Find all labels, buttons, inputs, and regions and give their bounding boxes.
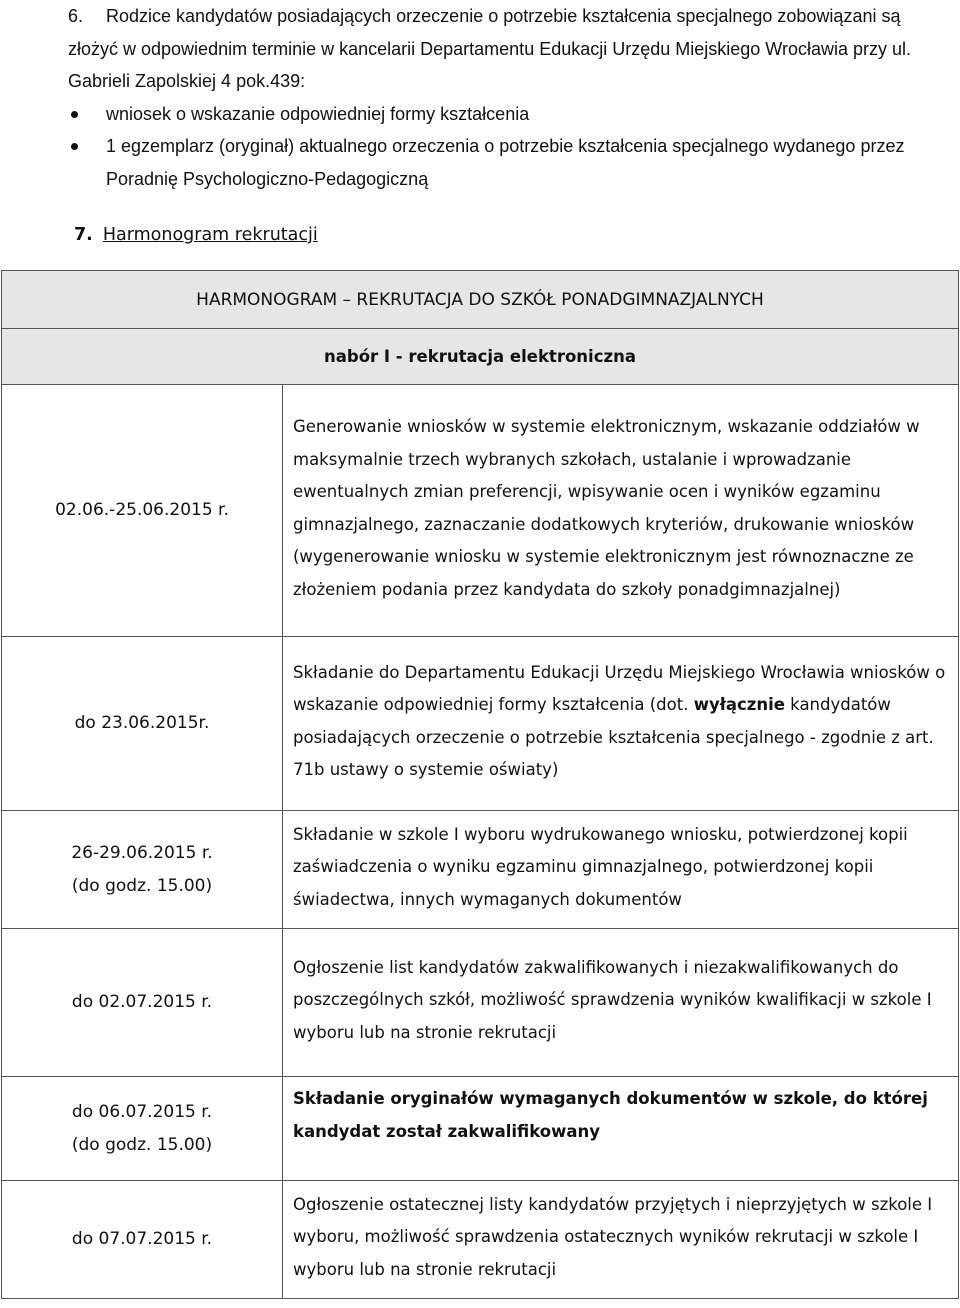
date-cell (2, 637, 283, 811)
date-cell (2, 1181, 283, 1299)
description-bold-text: wyłącznie (693, 695, 785, 714)
schedule-table (1, 270, 959, 1299)
description-text-continued: kandydatów posiadających orzeczenie o potrzebie kształcenia specjalnego - zgodnie z art. 71b ustawy o systemie oświaty) (293, 695, 934, 779)
requirements-list (68, 98, 928, 196)
description-cell (283, 1077, 959, 1181)
table-row (2, 811, 959, 929)
description-cell (283, 929, 959, 1077)
date-text: do 06.07.2015 r. (71, 1102, 213, 1123)
list-item (68, 130, 928, 195)
table-row (2, 385, 959, 637)
date-text: 02.06.-25.06.2015 r. (55, 500, 229, 521)
description-cell (283, 385, 959, 637)
section-heading (74, 225, 318, 245)
time-note: (do godz. 15.00) (71, 1134, 213, 1155)
intro-paragraph-text: Rodzice kandydatów posiadających orzeczenie o potrzebie kształcenia specjalnego zobowiązani są złożyć w odpowiednim terminie w kancelarii Departamentu Edukacji Urzędu Miejskiego Wrocławia przy ul. Gabrieli Zapolskiej 4 pok.439: (68, 6, 912, 91)
date-text: do 07.07.2015 r. (71, 1229, 213, 1250)
section-number: 7. (74, 225, 93, 245)
table-header: HARMONOGRAM – REKRUTACJA DO SZKÓŁ PONADGIMNAZJALNYCH (2, 271, 959, 329)
table-subheader-row (2, 329, 959, 385)
description-text: Składanie do Departamentu Edukacji Urzędu Miejskiego Wrocławia wniosków o wskazanie odpowiedniej formy kształcenia (dot. (293, 662, 946, 714)
date-cell (2, 385, 283, 637)
item-number: 6. (68, 6, 84, 26)
date-text: do 02.07.2015 r. (71, 992, 213, 1013)
bullet-icon (71, 143, 78, 150)
table-header-row (2, 271, 959, 329)
date-text: 26-29.06.2015 r. (71, 843, 213, 864)
intro-section (68, 0, 928, 195)
description-text: Ogłoszenie ostatecznej listy kandydatów przyjętych i nieprzyjętych w szkole I wyboru, możliwość sprawdzenia ostatecznych wyników rekrutacji w szkole I wyboru lub na stronie rekrutacji (293, 1194, 933, 1279)
list-item-text: wniosek o wskazanie odpowiedniej formy kształcenia (106, 103, 530, 124)
description-text: Ogłoszenie list kandydatów zakwalifikowanych i niezakwalifikowanych do poszczególnych szkół, możliwość sprawdzenia wyników kwalifikacji w szkole I wyboru lub na stronie rekrutacji (293, 957, 932, 1042)
table-row (2, 637, 959, 811)
description-text: Składanie w szkole I wyboru wydrukowanego wniosku, potwierdzonej kopii zaświadczenia o wyniku egzaminu gimnazjalnego, potwierdzonej kopii świadectwa, innych wymaganych dokumentów (293, 824, 908, 909)
list-item-text: 1 egzemplarz (oryginał) aktualnego orzeczenia o potrzebie kształcenia specjalnego wydanego przez Poradnię Psychologiczno-Pedagogiczną (106, 136, 905, 189)
date-cell (2, 811, 283, 929)
table-row (2, 929, 959, 1077)
date-cell (2, 1077, 283, 1181)
description-cell (283, 811, 959, 929)
list-item (68, 98, 928, 131)
description-bold-text: Składanie oryginałów wymaganych dokumentów w szkole, do której kandydat został zakwalifikowany (293, 1089, 928, 1141)
bullet-icon (71, 111, 78, 118)
table-row (2, 1077, 959, 1181)
table-subheader: nabór I - rekrutacja elektroniczna (2, 329, 959, 385)
description-cell (283, 637, 959, 811)
intro-paragraph (68, 0, 928, 98)
description-text: Generowanie wniosków w systemie elektronicznym, wskazanie oddziałów w maksymalnie trzech wybranych szkołach, ustalanie i wprowadzanie ewentualnych zmian preferencji, wpisywanie ocen i wyników egzaminu gimnazjalnego, zaznaczanie dodatkowych kryteriów, drukowanie wniosków (wygenerowanie wniosku w systemie elektronicznym jest równoznaczne ze złożeniem podania przez kandydata do szkoły ponadgimnazjalnej) (293, 417, 920, 599)
section-title: Harmonogram rekrutacji (102, 225, 318, 245)
time-note: (do godz. 15.00) (71, 875, 213, 896)
table-row (2, 1181, 959, 1299)
date-text: do 23.06.2015r. (74, 713, 210, 734)
description-cell (283, 1181, 959, 1299)
date-cell (2, 929, 283, 1077)
